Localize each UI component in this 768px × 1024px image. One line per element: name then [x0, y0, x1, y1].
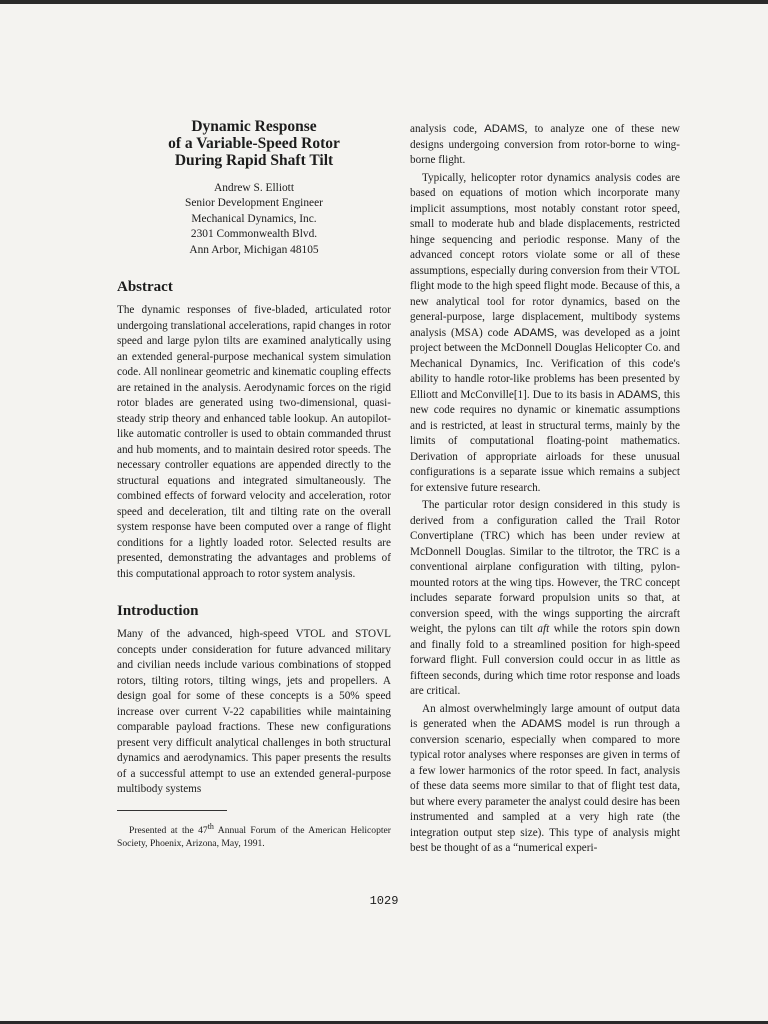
p3-part-a: An almost overwhelmingly large amount of output data is generated when the	[410, 702, 680, 730]
p0-part-b: , to analyze one of these new designs undergoing conversion from rotor-borne to wing-borne flight.	[410, 123, 680, 166]
paragraph-rotor-design	[410, 498, 680, 700]
introduction-text: Many of the advanced, high-speed VTOL and STOVL concepts under consideration for future advanced military and civilian needs include various combinations of stopped rotors, tilting rotors, tilting wings, jets and propellers. A design goal for some of these concepts is a 50% speed increase over current V-22 capabilities while maintaining comparable payload fractions. These new configurations present very difficult analytical challenges in both structural dynamics and aerodynamics. This paper presents the results of a successful attempt to use an extended general-purpose multibody systems	[117, 628, 391, 796]
author-name: Andrew S. Elliott	[213, 182, 295, 194]
title-line-1: Dynamic Response	[191, 118, 317, 135]
scan-top-edge	[0, 0, 768, 4]
adams-name: ADAMS	[484, 123, 525, 135]
p3-part-b: model is run through a conversion scenario, especially when compared to more typical rotor analyses where responses are given in terms of a few lower harmonics of the rotor speed. In fact, analysis of these data seems more similar to that of flight test data, but where every parameter the analyst could desire has been instrumented and sampled at a very high rate (the integration output step size). This type of analysis might best be thought of as a “numerical experi-	[410, 718, 681, 854]
title-line-2: of a Variable-Speed Rotor	[168, 135, 340, 152]
footnote-rule	[117, 810, 227, 811]
abstract-heading: Abstract	[117, 279, 173, 296]
paper-title	[117, 118, 391, 169]
footnote	[117, 820, 391, 850]
left-column	[117, 118, 391, 860]
author-block	[117, 181, 391, 258]
p2-part-b: while the rotors spin down and finally fold to a streamlined position for high-speed forward flight. Full conversion could occur in as little as fifteen seconds, during which time rotor response and loads are critical.	[410, 623, 680, 697]
page-number: 1029	[369, 894, 399, 908]
adams-name: ADAMS	[617, 388, 658, 401]
p1-part-b: , was developed as a joint project between the McDonnell Douglas Helicopter Co. and Mechanical Dynamics, Inc. Verification of this code's ability to handle rotor-like problems has been presented by Elliott and McConville[1]. Due to its basis in	[410, 326, 680, 401]
aft-italic: aft	[537, 623, 550, 635]
introduction-heading: Introduction	[117, 603, 199, 620]
p0-part-a: analysis code,	[410, 123, 485, 135]
abstract-text: The dynamic responses of five-bladed, articulated rotor undergoing translational accelerations, rapid changes in rotor speed and large pylon tilts are examined analytically using an extended general-purpose mechanical system simulation code. All nonlinear geometric and kinematic coupling effects are retained in the analysis. Aerodynamic forces on the rigid rotor blades are generated using two-dimensional, quasi-steady strip theory and enhanced table lookup. An autopilot-like automatic controller is used to obtain commanded thrust and hub moments, and to maintain desired rotor speeds. The necessary controller equations are appended directly to the structural equations and integrated simultaneously. The combined effects of forward velocity and acceleration, rotor speed and deceleration, tilt and tilting rate on the overall system response have been computed over a range of flight conditions for a lightly loaded rotor. Selected results are presented, demonstrating the advantages and problems of this computational approach to rotor system analysis.	[117, 304, 391, 580]
author-position: Senior Development Engineer	[185, 197, 323, 210]
paragraph-typically	[410, 171, 680, 497]
p1-part-a: Typically, helicopter rotor dynamics analysis codes are based on equations of motion which incorporate many implicit assumptions, most notably constant rotor speed, small to moderate hub and blade displacements, restricted hinge sequencing and periodic response. Many of the advanced concept rotors violate some or all of these assumptions, especially during conversion from their VTOL flight mode to the high speed flight mode. Because of this, a new analytical tool for rotor dynamics, based on the general-purpose, large displacement, multibody systems analysis (MSA) code	[410, 171, 680, 339]
paragraph-continued	[410, 122, 680, 169]
p2-part-a: The particular rotor design considered in this study is derived from a configuration called the Trail Rotor Convertiplane (TRC) which has been under review at McDonnell Douglas. Similar to the tiltrotor, the TRC is a conventional airplane configuration with tilting, pylon-mounted rotors at the wing tips. However, the TRC concept includes separate forward propulsion units so that, at conversion speed, with the wings supporting the aircraft weight, the pylons can tilt	[410, 499, 680, 635]
author-street: 2301 Commonwealth Blvd.	[190, 228, 318, 241]
p1-part-c: , this new code requires no dynamic or kinematic assumptions and is restricted, at least in structural terms, mainly by the limits of computational floating-point mathematics. Derivation of appropriate airloads for these unusual configurations is a separate issue which remains a subject for extensive future research.	[410, 388, 680, 494]
paragraph-output-data	[410, 702, 680, 857]
footnote-sup: th	[207, 822, 214, 832]
footnote-post: Annual Forum of the American Helicopter Society, Phoenix, Arizona, May, 1991.	[117, 825, 392, 850]
right-column	[410, 122, 680, 857]
adams-name: ADAMS	[513, 326, 555, 339]
author-company: Mechanical Dynamics, Inc.	[191, 212, 317, 225]
title-line-3: During Rapid Shaft Tilt	[174, 152, 334, 169]
adams-name: ADAMS	[521, 718, 562, 730]
footnote-pre: Presented at the 47	[129, 825, 208, 837]
author-city: Ann Arbor, Michigan 48105	[189, 243, 319, 256]
